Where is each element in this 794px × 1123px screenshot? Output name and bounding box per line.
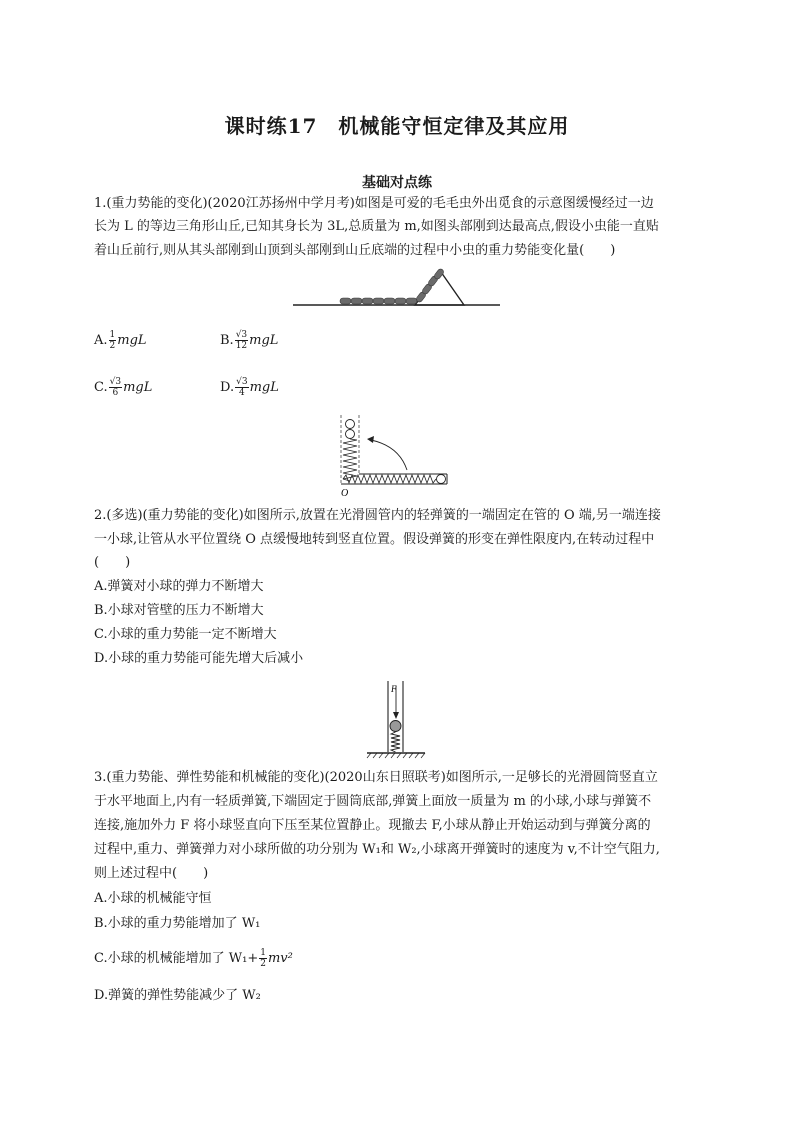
vertical-cylinder-figure	[365, 678, 435, 760]
ground-hatch	[367, 753, 425, 758]
rotation-arrowhead	[367, 436, 374, 443]
q3-option-b: B.小球的重力势能增加了 W₁	[94, 916, 261, 931]
question-2-line-1: 2.(多选)(重力势能的变化)如图所示,放置在光滑圆管内的轻弹簧的一端固定在管的 O 端,另一端连接	[94, 508, 661, 523]
vertical-spring	[343, 439, 357, 481]
q1-option-c: C. $\frac{√3}{6}$ mgL	[94, 377, 153, 398]
spring	[391, 732, 400, 752]
vertical-ball-top	[346, 420, 355, 429]
q3-option-c: C.小球的机械能增加了 W₁+ $\frac{1}{2}$ mv²	[94, 948, 293, 969]
q2-option-c: C.小球的重力势能一定不断增大	[94, 627, 277, 642]
question-2-line-3: ( )	[94, 555, 131, 570]
question-2-line-2: 一小球,让管从水平位置绕 O 点缓慢地转到竖直位置。假设弹簧的形变在弹性限度内,在转动过程中	[94, 532, 655, 547]
vertical-ball	[346, 430, 355, 439]
question-3-line-4: 过程中,重力、弹簧弹力对小球所做的功分别为 W₁和 W₂,小球离开弹簧时的速度为 v,不计空气阻力,	[94, 842, 660, 857]
q2-option-b: B.小球对管壁的压力不断增大	[94, 603, 264, 618]
pivot-label: O	[341, 488, 349, 499]
q1-option-a: A. $\frac{1}{2}$ mgL	[94, 330, 147, 351]
q3-option-d: D.弹簧的弹性势能减少了 W₂	[94, 988, 261, 1003]
rotating-tube-figure	[335, 410, 455, 502]
caterpillar-hill-figure	[290, 262, 505, 312]
q2-option-d: D.小球的重力势能可能先增大后减小	[94, 651, 304, 666]
horizontal-ball	[437, 475, 446, 484]
question-1-line-1: 1.(重力势能的变化)(2020江苏扬州中学月考)如图是可爱的毛毛虫外出觅食的示意图缓慢经过一边	[94, 196, 654, 211]
question-3-line-5: 则上述过程中( )	[94, 866, 209, 881]
page-title: 课时练17 机械能守恒定律及其应用	[224, 114, 570, 138]
force-label: F	[391, 684, 397, 694]
caterpillar	[340, 268, 445, 304]
rotation-arrow	[371, 440, 407, 470]
question-3-line-3: 连接,施加外力 F 将小球竖直向下压至某位置静止。现撤去 F,小球从静止开始运动到与弹簧分离的	[94, 818, 651, 833]
q1-option-b: B. $\frac{√3}{12}$ mgL	[220, 330, 279, 351]
question-1-line-3: 着山丘前行,则从其头部刚到山顶到头部刚到山丘底端的过程中小虫的重力势能变化量( )	[94, 243, 616, 258]
q2-option-a: A.弹簧对小球的弹力不断增大	[94, 579, 264, 594]
q3-option-a: A.小球的机械能守恒	[94, 891, 212, 906]
question-3-line-1: 3.(重力势能、弹性势能和机械能的变化)(2020山东日照联考)如图所示,一足够长的光滑圆筒竖直立	[94, 770, 658, 785]
ball	[390, 721, 401, 732]
section-heading: 基础对点练	[362, 175, 432, 191]
force-arrowhead	[393, 712, 399, 719]
question-3-line-2: 于水平地面上,内有一轻质弹簧,下端固定于圆筒底部,弹簧上面放一质量为 m 的小球,小球与弹簧不	[94, 794, 652, 809]
question-1-line-2: 长为 L 的等边三角形山丘,已知其身长为 3L,总质量为 m,如图头部刚到达最高点,假设小虫能一直贴	[94, 219, 659, 234]
q1-option-d: D. $\frac{√3}{4}$ mgL	[220, 377, 279, 398]
